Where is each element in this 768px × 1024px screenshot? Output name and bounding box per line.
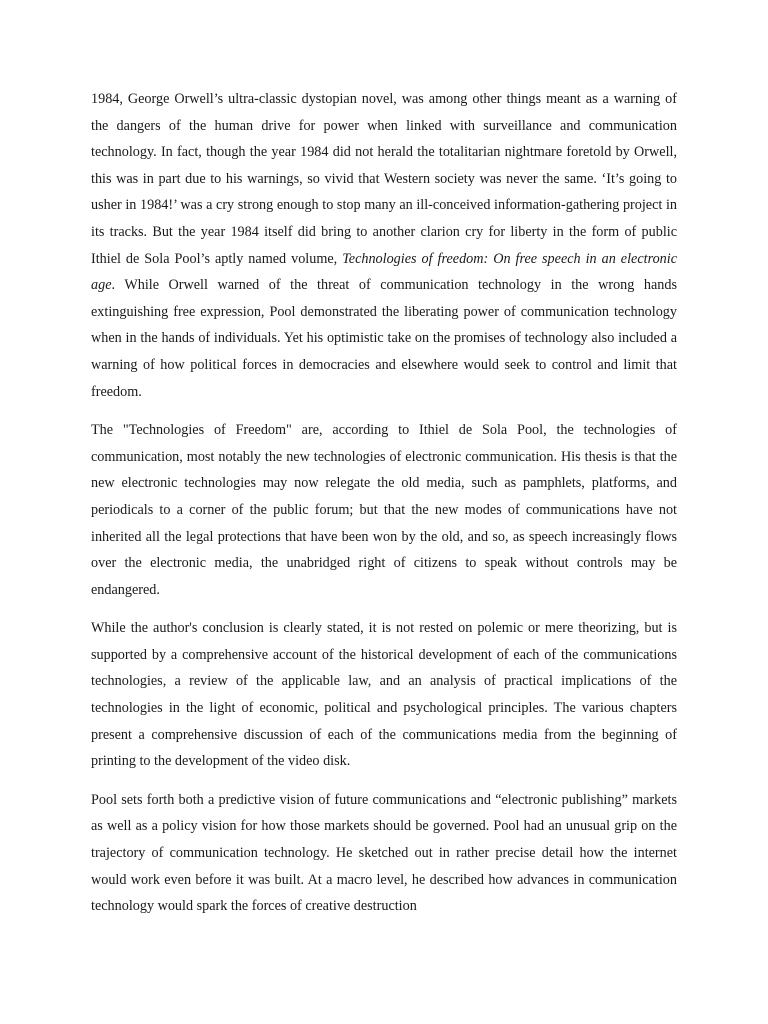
paragraph-author-conclusion: While the author's conclusion is clearly stated, it is not rested on polemic or mere theorizing, but is supported by a comprehensive account of the historical development of each of the communications technologies, a review of the applicable law, and an analysis of practical implications of the technologies in the light of economic, political and psychological principles. The various chapters present a comprehensive discussion of each of the communications media from the beginning of printing to the development of the video disk.: [91, 620, 677, 770]
book-title-italic: Technologies of freedom: On free speech in an electronic age: [91, 250, 677, 294]
paragraph-1-text-end: . While Orwell warned of the threat of communication technology in the wrong hands extinguishing free expression, Pool demonstrated the liberating power of communication technology when in the hands of individuals. Yet his optimistic take on the promises of technology also included a warning of how political forces in democracies and elsewhere would seek to control and limit that freedom.: [91, 277, 677, 400]
document-page: [91, 86, 677, 932]
paragraph-pool-vision: Pool sets forth both a predictive vision of future communications and “electronic publishing” markets as well as a policy vision for how those markets should be governed. Pool had an unusual grip on the trajectory of communication technology. He sketched out in rather precise detail how the internet would work even before it was built. At a macro level, he described how advances in communication technology would spark the forces of creative destruction: [91, 791, 677, 915]
paragraph-1-text-start: 1984, George Orwell’s ultra-classic dystopian novel, was among other things meant as a warning of the dangers of the human drive for power when linked with surveillance and communication technology. In fact, though the year 1984 did not herald the totalitarian nightmare foretold by Orwell, this was in part due to his warnings, so vivid that Western society was never the same. ‘It’s going to usher in 1984!’ was a cry strong enough to stop many an ill-conceived information-gathering project in its tracks. But the year 1984 itself did bring to another clarion cry for liberty in the form of public Ithiel de Sola Pool’s aptly named volume,: [91, 91, 677, 267]
paragraph-orwell-intro: [91, 86, 677, 405]
paragraph-technologies-of-freedom: The "Technologies of Freedom" are, according to Ithiel de Sola Pool, the technologies of communication, most notably the new technologies of electronic communication. His thesis is that the new electronic technologies may now relegate the old media, such as pamphlets, platforms, and periodicals to a corner of the public forum; but that the new modes of communications have not inherited all the legal protections that have been won by the old, and so, as speech increasingly flows over the electronic media, the unabridged right of citizens to speak without controls may be endangered.: [91, 422, 677, 598]
